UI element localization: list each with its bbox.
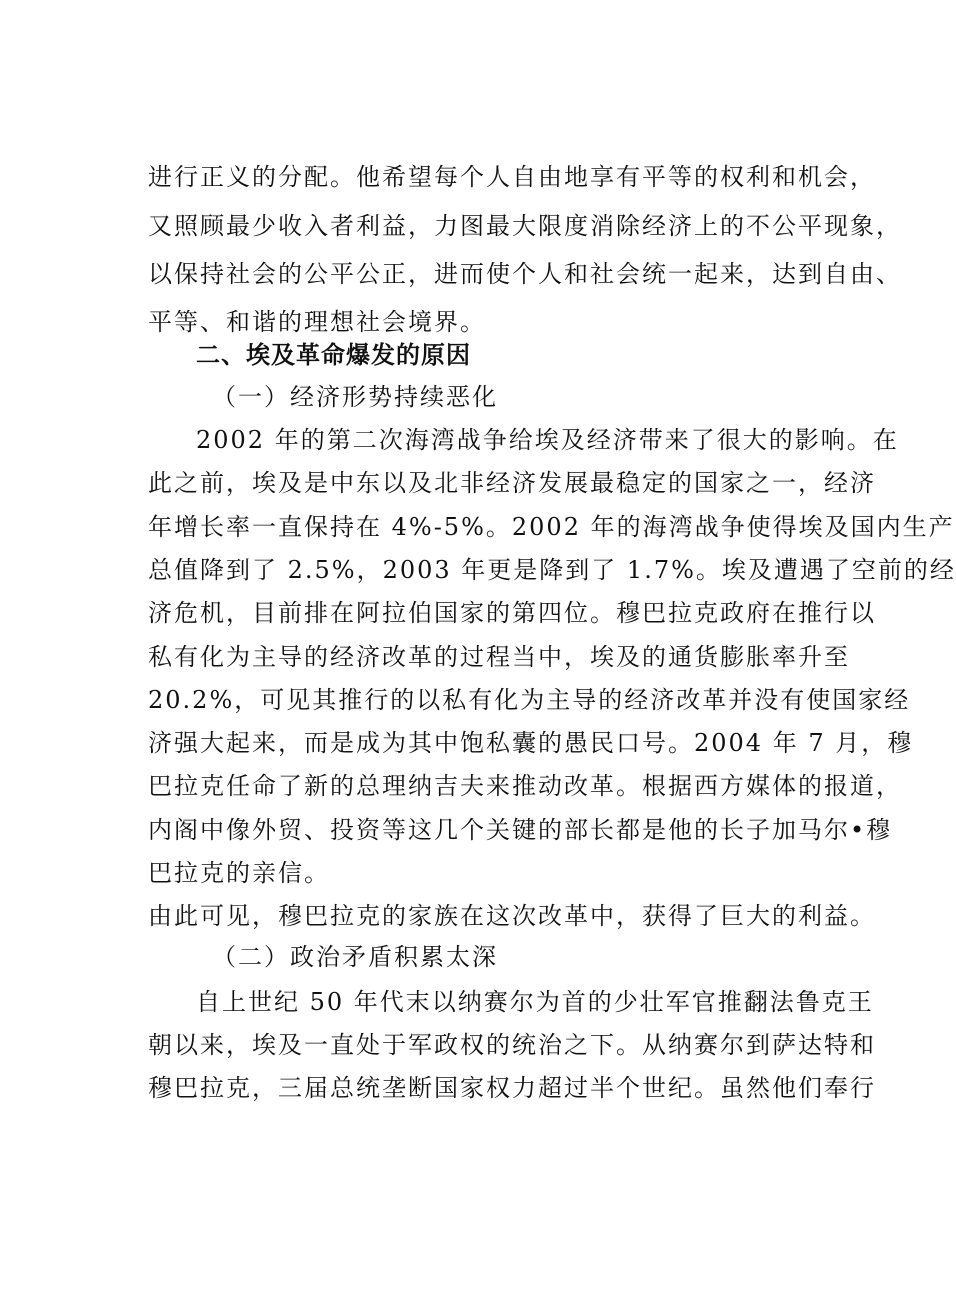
paragraph-line: 此之前，埃及是中东以及北非经济发展最稳定的国家之一，经济 bbox=[148, 469, 876, 497]
paragraph-line: 20.2%，可见其推行的以私有化为主导的经济改革并没有使国家经 bbox=[148, 686, 911, 714]
paragraph-line: 由此可见，穆巴拉克的家族在这次改革中，获得了巨大的利益。 bbox=[148, 902, 876, 930]
paragraph-line: 济危机，目前排在阿拉伯国家的第四位。穆巴拉克政府在推行以 bbox=[148, 599, 876, 627]
paragraph-line: 进行正义的分配。他希望每个人自由地享有平等的权利和机会， bbox=[148, 163, 876, 191]
subsection-heading: （一）经济形势持续恶化 bbox=[212, 383, 498, 411]
paragraph-line: 朝以来，埃及一直处于军政权的统治之下。从纳赛尔到萨达特和 bbox=[148, 1031, 876, 1059]
paragraph-line: 巴拉克的亲信。 bbox=[148, 859, 330, 887]
paragraph-line: 总值降到了 2.5%，2003 年更是降到了 1.7%。埃及遭遇了空前的经 bbox=[148, 556, 956, 584]
paragraph-line: 年增长率一直保持在 4%-5%。2002 年的海湾战争使得埃及国内生产 bbox=[148, 513, 955, 541]
paragraph-line: 又照顾最少收入者利益，力图最大限度消除经济上的不公平现象， bbox=[148, 212, 902, 240]
paragraph-line: 巴拉克任命了新的总理纳吉夫来推动改革。根据西方媒体的报道， bbox=[148, 772, 902, 800]
paragraph-line: 济强大起来，而是成为其中饱私囊的愚民口号。2004 年 7 月，穆 bbox=[148, 729, 914, 757]
paragraph-line: 自上世纪 50 年代末以纳赛尔为首的少壮军官推翻法鲁克王 bbox=[196, 988, 874, 1016]
paragraph-line: 私有化为主导的经济改革的过程当中，埃及的通货膨胀率升至 bbox=[148, 643, 850, 671]
paragraph-line: 内阁中像外贸、投资等这几个关键的部长都是他的长子加马尔•穆 bbox=[148, 816, 893, 844]
paragraph-line: 穆巴拉克，三届总统垄断国家权力超过半个世纪。虽然他们奉行 bbox=[148, 1074, 876, 1102]
paragraph-line: 平等、和谐的理想社会境界。 bbox=[148, 308, 486, 336]
section-heading: 二、埃及革命爆发的原因 bbox=[196, 341, 471, 369]
paragraph-line: 以保持社会的公平公正，进而使个人和社会统一起来，达到自由、 bbox=[148, 260, 902, 288]
paragraph-line: 2002 年的第二次海湾战争给埃及经济带来了很大的影响。在 bbox=[196, 426, 899, 454]
subsection-heading: （二）政治矛盾积累太深 bbox=[212, 943, 498, 971]
